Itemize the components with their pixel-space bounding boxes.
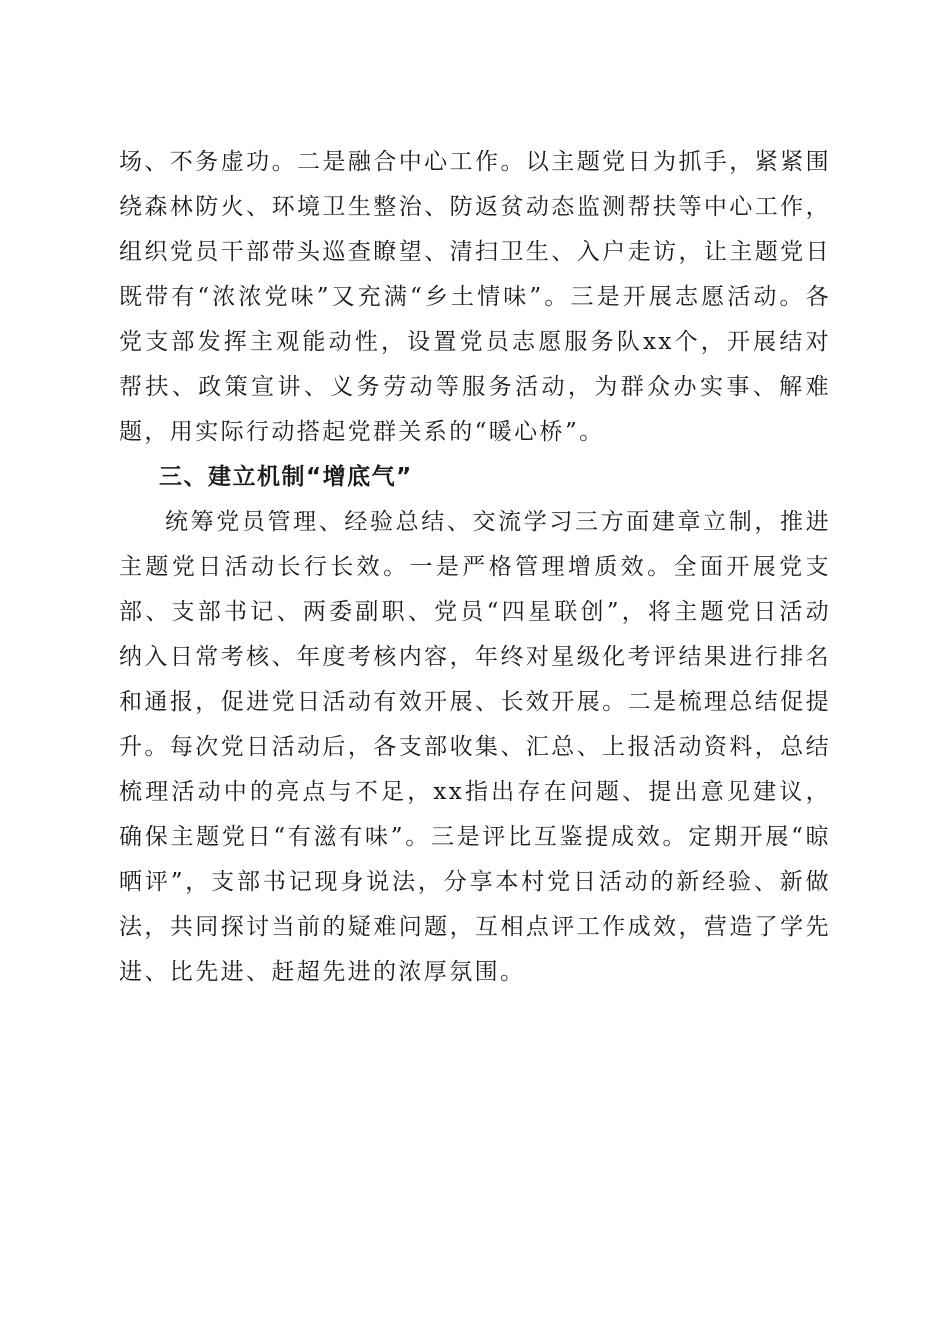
section-heading-3: 三、建立机制“增底气” <box>159 464 413 490</box>
paragraph-continuation: 场、不务虚功。二是融合中心工作。以主题党日为抓手，紧紧围绕森林防火、环境卫生整治、防返贫动态监测帮扶等中心工作，组织党员干部带头巡查瞭望、清扫卫生、入户走访，让主题党日既带有“浓浓党味”又充满“乡土情味”。三是开展志愿活动。各党支部发挥主观能动性，设置党员志愿服务队xx个，开展结对帮扶、政策宣讲、义务劳动等服务活动，为群众办实事、解难题，用实际行动搭起党群关系的“暖心桥”。 <box>119 149 831 445</box>
paragraph-mechanism: 统筹党员管理、经验总结、交流学习三方面建章立制，推进主题党日活动长行长效。一是严格管理增质效。全面开展党支部、支部书记、两委副职、党员“四星联创”，将主题党日活动纳入日常考核、年度考核内容，年终对星级化考评结果进行排名和通报，促进党日活动有效开展、长效开展。二是梳理总结促提升。每次党日活动后，各支部收集、汇总、上报活动资料，总结梳理活动中的亮点与不足，xx指出存在问题、提出意见建议，确保主题党日“有滋有味”。三是评比互鉴提成效。定期开展“晾晒评”，支部书记现身说法，分享本村党日活动的新经验、新做法，共同探讨当前的疑难问题，互相点评工作成效，营造了学先进、比先进、赶超先进的浓厚氛围。 <box>119 509 831 985</box>
document-body <box>119 140 831 995</box>
